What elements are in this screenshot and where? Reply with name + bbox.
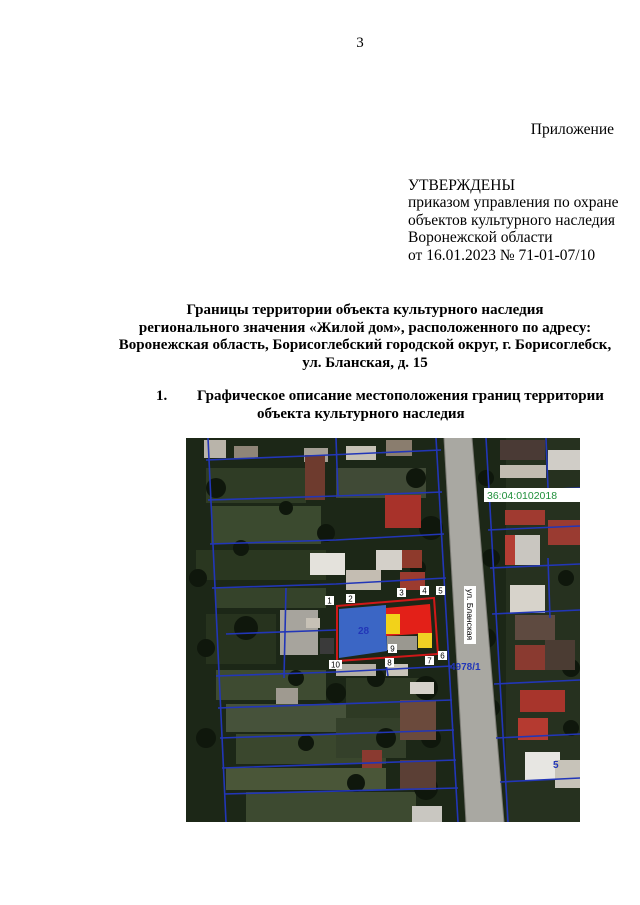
- tree: [317, 524, 335, 542]
- title-line: ул. Бланская, д. 15: [302, 354, 428, 371]
- house-roof: [545, 640, 575, 670]
- page-number: 3: [356, 35, 364, 51]
- boundary-point-label: 8: [387, 658, 392, 668]
- boundary-point-5: [436, 586, 445, 596]
- territory-map: [186, 438, 580, 822]
- approval-block: [408, 177, 619, 264]
- house-roof: [500, 465, 546, 478]
- house-roof: [310, 553, 345, 575]
- section-heading-line: объекта культурного наследия: [257, 406, 465, 422]
- house-roof: [376, 550, 402, 570]
- house-roof: [412, 806, 442, 822]
- tree: [419, 516, 443, 540]
- house-roof: [320, 638, 334, 654]
- boundary-point-4: [420, 586, 429, 596]
- boundary-point-label: 9: [390, 644, 395, 654]
- tree: [298, 735, 314, 751]
- boundary-point-8: [385, 658, 394, 668]
- parcel-number-label: 5: [553, 760, 559, 771]
- tree: [234, 616, 258, 640]
- tree: [347, 774, 365, 792]
- tree: [197, 639, 215, 657]
- title-line: Воронежская область, Борисоглебский городской округ, г. Борисоглебск,: [118, 337, 612, 354]
- house-roof: [385, 495, 421, 528]
- boundary-point-label: 2: [348, 594, 353, 604]
- house-roof: [305, 455, 325, 500]
- boundary-point-7: [425, 656, 434, 666]
- tree: [189, 569, 207, 587]
- boundary-point-label: 10: [331, 660, 340, 670]
- garden-plot: [211, 506, 321, 544]
- document-title: [95, 302, 635, 372]
- tree: [482, 549, 500, 567]
- boundary-point-label: 4: [422, 586, 427, 596]
- parcel-number-label: 4978/1: [450, 662, 481, 673]
- title-line: регионального значения «Жилой дом», расположенного по адресу:: [138, 319, 592, 336]
- title-line: Границы территории объекта культурного наследия: [186, 302, 544, 318]
- boundary-point-label: 5: [438, 586, 443, 596]
- house-roof: [548, 520, 580, 545]
- boundary-point-label: 7: [427, 656, 432, 666]
- approval-line: Воронежской области: [408, 229, 553, 247]
- house-roof: [505, 535, 515, 565]
- section-heading-line: Графическое описание местоположения границ территории: [197, 388, 604, 404]
- cadastral-block-number: 36:04:0102018: [487, 490, 558, 502]
- house-roof: [505, 510, 545, 525]
- garden-plot: [246, 792, 416, 822]
- cadastral-block-tag: [484, 488, 580, 502]
- street-name-tag: [464, 586, 476, 644]
- house-roof: [400, 760, 436, 790]
- tree: [478, 470, 494, 486]
- boundary-point-6: [438, 651, 447, 661]
- house-roof: [555, 760, 580, 788]
- house-roof: [234, 446, 258, 458]
- garden-plot: [196, 550, 326, 580]
- house-roof: [500, 440, 545, 460]
- house-yellow-roof: [418, 633, 432, 648]
- house-roof: [548, 450, 580, 470]
- house-roof: [510, 585, 545, 613]
- tree: [196, 728, 216, 748]
- tree: [376, 728, 396, 748]
- approval-line: приказом управления по охране: [408, 194, 619, 212]
- tree: [406, 468, 426, 488]
- approval-heading: УТВЕРЖДЕНЫ: [408, 177, 515, 194]
- tree: [206, 478, 226, 498]
- appendix-label: Приложение: [530, 121, 614, 138]
- boundary-point-3: [397, 588, 406, 598]
- house-roof: [515, 615, 555, 640]
- house-roof: [346, 570, 381, 590]
- approval-line: объектов культурного наследия: [408, 211, 616, 229]
- house-roof: [410, 682, 434, 694]
- garden-plot: [226, 704, 346, 732]
- tree: [279, 501, 293, 515]
- house-roof: [386, 440, 412, 456]
- boundary-point-2: [346, 594, 355, 604]
- boundary-point-label: 3: [399, 588, 404, 598]
- boundary-point-9: [388, 644, 397, 654]
- street-name: ул. Бланская: [465, 589, 475, 641]
- boundary-point-label: 6: [440, 651, 445, 661]
- house-roof: [402, 550, 422, 568]
- garden-plot: [216, 588, 326, 608]
- tree: [326, 683, 346, 703]
- section-number: 1.: [156, 388, 168, 404]
- approval-date-number: от 16.01.2023 № 71-01-07/10: [408, 246, 596, 264]
- house-roof: [204, 440, 226, 458]
- house-roof: [276, 688, 298, 704]
- aerial-map-image: [186, 438, 580, 822]
- house-roof: [362, 750, 382, 768]
- house-roof: [520, 690, 565, 712]
- boundary-point-1: [325, 596, 334, 606]
- house-roof: [306, 618, 320, 628]
- parcel-number-label: 28: [358, 626, 370, 637]
- boundary-point-label: 1: [327, 596, 332, 606]
- house-roof: [400, 700, 436, 740]
- tree: [558, 570, 574, 586]
- boundary-point-10: [329, 660, 342, 670]
- house-yellow-roof: [386, 614, 400, 634]
